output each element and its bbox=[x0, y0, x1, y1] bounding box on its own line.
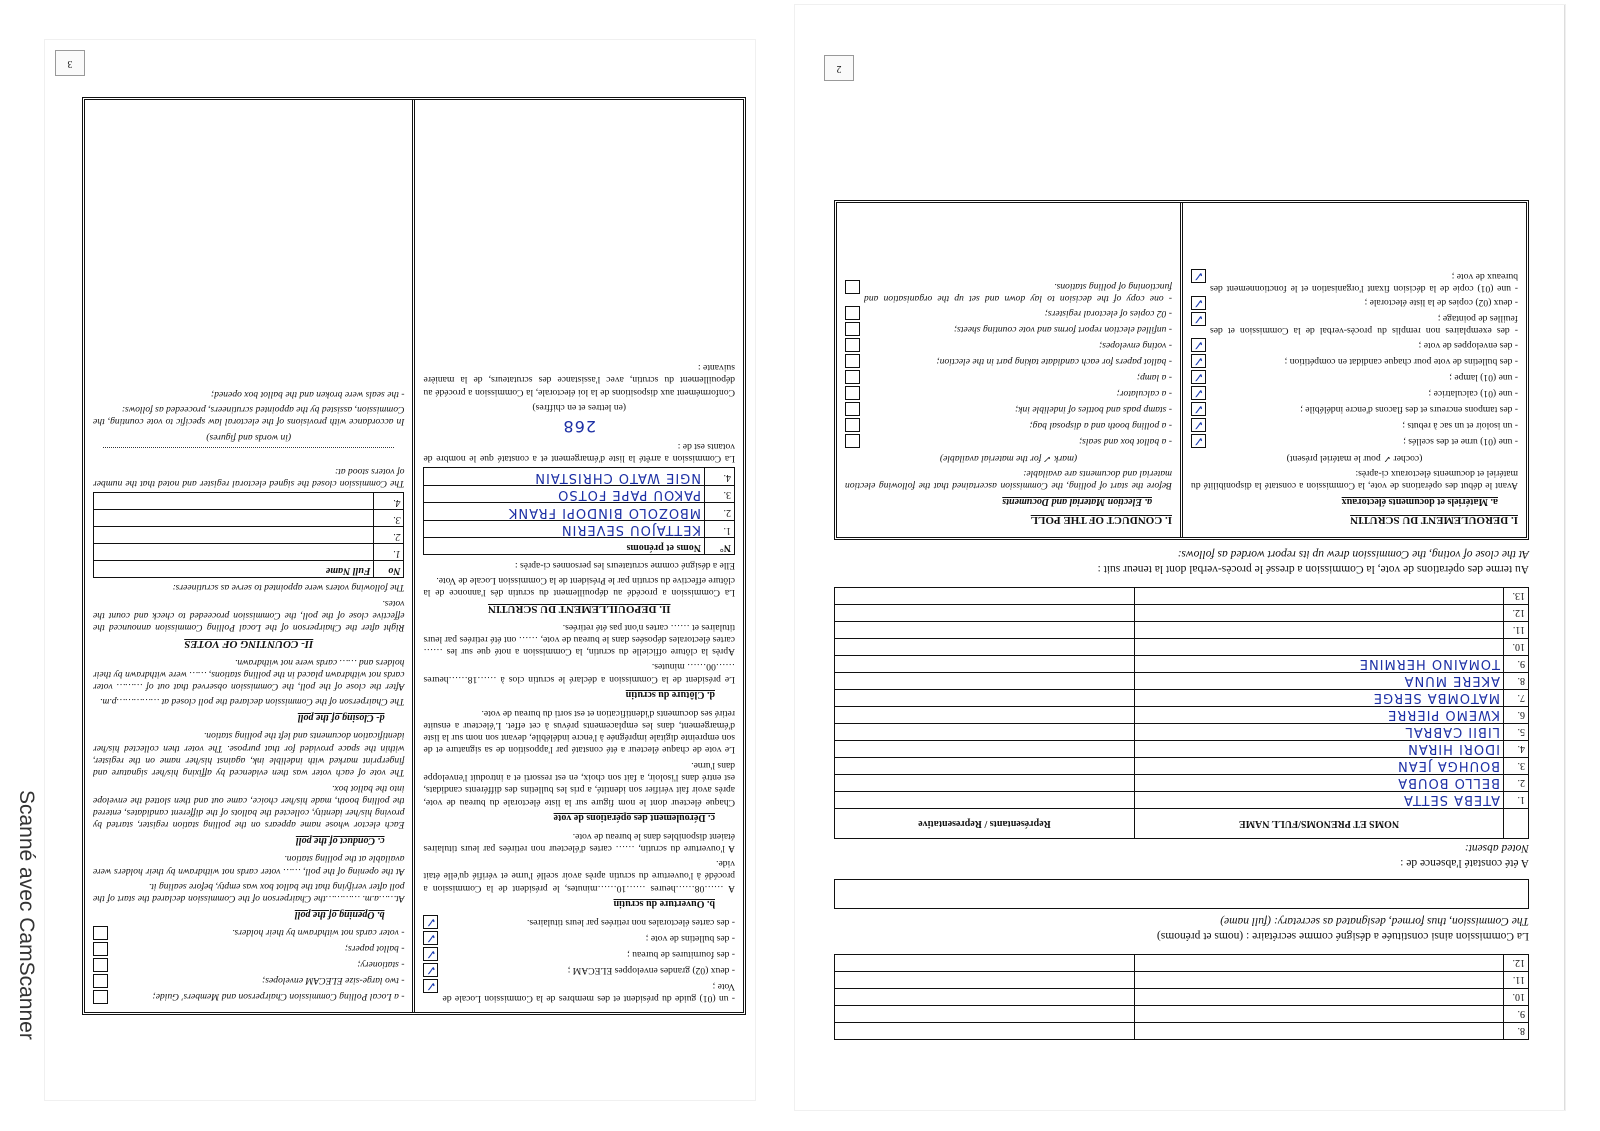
checkbox-checked[interactable]: ✓ bbox=[424, 947, 439, 961]
name-cell bbox=[1135, 588, 1504, 605]
voters-line bbox=[103, 447, 395, 461]
checklist-label: - stamp pads and bottles of indelible ink; bbox=[1015, 403, 1172, 415]
checklist-item bbox=[1191, 386, 1518, 400]
name-cell bbox=[1135, 1023, 1504, 1040]
paragraph: Right after the Chairperson of the Local Polling Commission announced the effective close of the poll, the Commission proceeded to check and count the votes. bbox=[93, 597, 405, 634]
page-2-content bbox=[834, 200, 1529, 1040]
paragraph: Le président de la Commission a déclaré le scrutin clos à ……18……heures ……00…… minutes. bbox=[423, 661, 735, 685]
col-header: Noms et prénoms bbox=[424, 538, 705, 555]
table-row bbox=[94, 493, 405, 510]
checkbox[interactable] bbox=[93, 990, 108, 1004]
representative-cell bbox=[835, 758, 1135, 775]
checklist-label: - un (01) guide du président et des membres de la Commission Locale de Vote ; bbox=[442, 980, 735, 1004]
table-row bbox=[424, 467, 735, 485]
checkbox-checked[interactable]: ✓ bbox=[424, 963, 439, 977]
checkbox-checked[interactable]: ✓ bbox=[1191, 338, 1206, 352]
checklist-item bbox=[1191, 354, 1518, 368]
checklist-label: - des exemplaires non remplis du procès-verbal de la Commission et des feuilles de pointage ; bbox=[1210, 313, 1518, 337]
french-column bbox=[1183, 203, 1526, 537]
checklist-en bbox=[845, 280, 1172, 449]
col-header: N° bbox=[705, 538, 735, 555]
checklist-label: - unfilled election report forms and vote counting sheets; bbox=[953, 323, 1172, 335]
checklist-item bbox=[845, 402, 1172, 416]
paragraph: The vote of each voter was then evidenced by affixing his/her signature and fingerprint marked with indelible ink, against his/her name on the register, within the space provided for that purpose. The voter then collected his/her identification documents and left the polling station. bbox=[93, 730, 405, 779]
table-row bbox=[835, 622, 1529, 639]
checkbox-checked[interactable]: ✓ bbox=[1191, 370, 1206, 384]
checklist-item bbox=[93, 974, 405, 988]
table-row bbox=[835, 955, 1529, 972]
representative-cell bbox=[835, 707, 1135, 724]
checklist-item bbox=[93, 958, 405, 972]
name-cell bbox=[1135, 639, 1504, 656]
table-row bbox=[835, 707, 1529, 724]
checklist-item bbox=[1191, 338, 1518, 352]
paragraph: The Chairperson of the Commission declared the poll closed at ……………p.m. bbox=[99, 696, 405, 708]
camscanner-watermark: Scanné avec CamScanner bbox=[15, 790, 38, 1040]
name-cell: TOMAINO HERMINE bbox=[1135, 656, 1504, 673]
representative-cell bbox=[835, 792, 1135, 809]
checkbox-checked[interactable]: ✓ bbox=[424, 979, 439, 993]
row-number: 11. bbox=[1504, 622, 1529, 639]
paragraph: Conformément aux dispositions de la loi électorale, la Commission a procédé au dépouillement du scrutin, avec l'assistance des scrutateurs, de la manière suivante : bbox=[423, 362, 735, 398]
page-2 bbox=[795, 5, 1565, 1110]
checkbox-checked[interactable]: ✓ bbox=[1191, 296, 1206, 310]
representative-cell bbox=[835, 989, 1135, 1006]
checkbox[interactable] bbox=[845, 418, 860, 432]
paragraph: La Commission a arrêté la liste d'émargement et a constaté que le nombre de votants est de : bbox=[423, 440, 735, 464]
english-column bbox=[837, 203, 1183, 537]
name-cell: BELLO BOUBA bbox=[1135, 775, 1504, 792]
checklist-item bbox=[1191, 418, 1518, 432]
checkbox[interactable] bbox=[845, 306, 860, 320]
representative-cell bbox=[835, 972, 1135, 989]
checklist-label: - une (01) lampe ; bbox=[1449, 371, 1518, 383]
page-3 bbox=[45, 40, 755, 1100]
row-number: 2. bbox=[1504, 775, 1529, 792]
representative-cell bbox=[835, 690, 1135, 707]
checklist-label: - one copy of the decision to lay down and set up the organisation and functioning of polling stations. bbox=[864, 281, 1172, 305]
checkbox[interactable] bbox=[93, 974, 108, 988]
page-number: 2 bbox=[824, 55, 854, 81]
checklist-label: - a calculator; bbox=[1116, 387, 1172, 399]
name-cell bbox=[1135, 989, 1504, 1006]
table-row bbox=[835, 656, 1529, 673]
table-row bbox=[835, 972, 1529, 989]
checklist-item bbox=[93, 942, 405, 956]
checkbox-checked[interactable]: ✓ bbox=[1191, 354, 1206, 368]
report-intro-en: At the close of voting, the Commission drew up its report worded as follows: bbox=[1177, 548, 1529, 560]
checklist-item bbox=[424, 979, 736, 1004]
row-number: 2. bbox=[705, 503, 735, 521]
page-3-frame bbox=[82, 97, 746, 1015]
checklist-item bbox=[93, 990, 405, 1004]
checklist-label: - a Local Polling Commission Chairperson and Members' Guide; bbox=[152, 991, 405, 1003]
french-column bbox=[416, 100, 744, 1012]
checklist-item bbox=[93, 926, 405, 940]
table-row bbox=[835, 758, 1529, 775]
row-number: 8. bbox=[1504, 1023, 1529, 1040]
checklist-item bbox=[1191, 434, 1518, 448]
table-row bbox=[835, 1023, 1529, 1040]
table-row bbox=[835, 673, 1529, 690]
checkbox[interactable] bbox=[845, 354, 860, 368]
name-cell: BOUHGA JEAN bbox=[1135, 758, 1504, 775]
row-number: 10. bbox=[1504, 639, 1529, 656]
paragraph: Chaque électeur dont le nom figure sur la liste électorale du bureau de vote, après avoir fait vérifier son identité, a pris les bulletins des différents candidats, est entré dans l'isoloir, a fait son choix, en est ressorti et a introduit l'enveloppe dans l'urne. bbox=[423, 759, 735, 808]
checklist-label: - deux (02) copies de la liste électorale ; bbox=[1364, 297, 1518, 309]
absent-label-fr: A été constaté l'absence de : bbox=[1400, 857, 1529, 869]
paragraph: - the seals were broken and the ballot box opened; bbox=[210, 388, 405, 400]
checkbox-checked[interactable]: ✓ bbox=[1191, 269, 1206, 283]
paragraph: La Commission a procédé au dépouillement du scrutin dès l'annonce de la clôture effective du scrutin par le Président de la Commission Locale de Vote. bbox=[423, 574, 735, 599]
checkbox[interactable] bbox=[93, 958, 108, 972]
checklist-label: - des cartes électorales non retirées par leurs titulaires. bbox=[526, 916, 735, 928]
table-row bbox=[94, 544, 405, 561]
checklist-label: - une (01) urne et des scellés ; bbox=[1403, 435, 1518, 447]
checklist-item bbox=[845, 306, 1172, 320]
checklist-en bbox=[93, 926, 405, 1004]
checkbox-checked[interactable]: ✓ bbox=[424, 915, 439, 929]
checklist-label: - des fournitures de bureau ; bbox=[627, 948, 735, 960]
section-title: I. DEROULEMENT DU SCRUTIN bbox=[1350, 514, 1518, 526]
checklist-label: - deux (02) grandes enveloppes ELECAM ; bbox=[567, 964, 735, 976]
checkbox-checked[interactable]: ✓ bbox=[1191, 434, 1206, 448]
checkbox[interactable] bbox=[845, 386, 860, 400]
checklist-item bbox=[845, 280, 1172, 305]
paragraph: Before the start of polling, the Commission ascertained that the following election material and documents are available: bbox=[845, 467, 1172, 492]
name-cell: NGIE WATO CHRISTAIN bbox=[424, 467, 705, 485]
row-number: 4. bbox=[1504, 741, 1529, 758]
checklist-label: - voting envelopes; bbox=[1099, 339, 1172, 351]
table-row bbox=[835, 605, 1529, 622]
name-cell: AKERE MUNA bbox=[1135, 673, 1504, 690]
checklist-label: - des tampons encreurs et des flacons d'encre indélébile ; bbox=[1300, 403, 1518, 415]
checklist-item bbox=[424, 947, 736, 961]
checkbox[interactable] bbox=[845, 322, 860, 336]
table-row bbox=[424, 503, 735, 521]
col-header: No bbox=[374, 561, 404, 578]
checklist-item bbox=[845, 354, 1172, 368]
secretary-field bbox=[834, 879, 1529, 909]
representative-cell bbox=[835, 588, 1135, 605]
checklist-item bbox=[424, 931, 736, 945]
row-number: 8. bbox=[1504, 673, 1529, 690]
paragraph: In accordance with provisions of the electoral law specific to vote counting, the Commission, assisted by the appointed scrutineers, proceeded as follows: bbox=[93, 404, 405, 428]
checkbox[interactable] bbox=[845, 370, 860, 384]
paragraph: The following voters were appointed to serve as scrutineers: bbox=[172, 582, 405, 594]
note: (mark ✓ for the material available) bbox=[939, 452, 1078, 464]
table-row bbox=[835, 639, 1529, 656]
row-number: 9. bbox=[1504, 656, 1529, 673]
paragraph: Each elector whose name appears on the polling station register, started by proving his/her identity, collected the ballots of the different candidates, entered the polling booth, made his/her choice, came out and then slotted the envelope into the ballot box. bbox=[93, 782, 405, 831]
row-number: 11. bbox=[1504, 972, 1529, 989]
secretary-label-fr: La Commission ainsi constituée a désigné comme secrétaire : (noms et prénoms) bbox=[1156, 930, 1529, 942]
checklist-label: - a lamp; bbox=[1136, 371, 1172, 383]
checklist-label: - two large-size ELECAM envelopes; bbox=[262, 975, 405, 987]
checklist-fr bbox=[424, 915, 736, 1004]
table-row bbox=[835, 775, 1529, 792]
checkbox[interactable] bbox=[93, 926, 108, 940]
checklist-label: - voter cards not withdrawn by their holders. bbox=[232, 927, 405, 939]
note: (in words and figures) bbox=[206, 431, 292, 443]
checklist-item bbox=[845, 370, 1172, 384]
checklist-item bbox=[845, 434, 1172, 448]
checklist-label: - stationery; bbox=[357, 959, 405, 971]
checklist-item bbox=[845, 386, 1172, 400]
name-cell: ATEBA SETTA bbox=[1135, 792, 1504, 809]
section-heading: d- Closing of the poll bbox=[297, 712, 385, 724]
checklist-item bbox=[1191, 269, 1518, 294]
conduct-frame bbox=[834, 200, 1529, 540]
paragraph: A ……08……heures ……10……minutes, le président de la Commission a procédé à l'ouverture du scrutin après avoir scellé l'urne et vérifié qu'elle était vide. bbox=[423, 858, 735, 894]
name-cell: MBOZOLO BINDOPI FRANK bbox=[424, 503, 705, 521]
report-intro-fr: Au terme des opérations de vote, la Commission a dressé le procès-verbal dont la teneur suit : bbox=[1097, 563, 1529, 575]
row-number: 3. bbox=[374, 510, 404, 527]
absent-label-en: Noted absent: bbox=[1464, 842, 1529, 854]
checklist-label: - ballot papers for each candidate taking part in the election; bbox=[936, 355, 1172, 367]
paragraph: Le vote de chaque électeur a été constaté par l'apposition de sa signature et de son empreinte digitale imprégnée à l'encre indélébile, devant son nom sur la liste d'émargement, dans les emplacements prévus à cet effet. L'électeur a ensuite retiré ses documents d'identification et est sorti du bureau de vote. bbox=[423, 707, 735, 756]
table-row bbox=[835, 724, 1529, 741]
checklist-label: - une (01) calculatrice ; bbox=[1428, 387, 1518, 399]
row-number: 6. bbox=[1504, 707, 1529, 724]
paragraph: A l'ouverture du scrutin, …… cartes d'électeur non retirées par leurs titulaires étaient disponibles dans le bureau de vote. bbox=[423, 830, 735, 854]
name-cell bbox=[1135, 972, 1504, 989]
section-heading: d. Clôture du scrutin bbox=[625, 689, 715, 701]
table-row bbox=[424, 485, 735, 503]
checkbox[interactable] bbox=[845, 280, 860, 294]
checklist-item bbox=[424, 915, 736, 929]
name-cell bbox=[1135, 1006, 1504, 1023]
representative-cell bbox=[835, 775, 1135, 792]
checklist-label: - des bulletins de vote ; bbox=[645, 932, 735, 944]
checklist-label: - ballot papers; bbox=[344, 943, 405, 955]
representative-cell bbox=[835, 605, 1135, 622]
checkbox-checked[interactable]: ✓ bbox=[1191, 418, 1206, 432]
representative-cell bbox=[835, 656, 1135, 673]
checklist-label: - 02 copies of electoral registers; bbox=[1044, 307, 1172, 319]
note: (en lettres et en chiffres) bbox=[532, 401, 627, 413]
table-row bbox=[835, 741, 1529, 758]
members-table-continued bbox=[834, 954, 1529, 1040]
paragraph: At the opening of the poll, …… voter cards not withdrawn by their holders were available at the polling station. bbox=[93, 853, 405, 877]
checklist-item bbox=[1191, 296, 1518, 310]
row-number: 1. bbox=[374, 544, 404, 561]
paragraph: The Commission closed the signed electoral register and noted that the number of voters stood at: bbox=[93, 465, 405, 490]
row-number: 2. bbox=[374, 527, 404, 544]
secretary-label-en: The Commission, thus formed, designated as secretary: (full name) bbox=[1220, 915, 1529, 927]
paragraph: At……a.m. …………the Chairperson of the Commission declared the start of the poll after verifying that the ballot box was empty, before sealing it. bbox=[93, 880, 405, 905]
checklist-item bbox=[1191, 370, 1518, 384]
table-row bbox=[835, 1006, 1529, 1023]
table-row bbox=[94, 510, 405, 527]
name-cell bbox=[1135, 605, 1504, 622]
checklist-label: - une (01) copie de la décision fixant l'organisation et le fonctionnement des bureaux de vote ; bbox=[1210, 270, 1518, 294]
name-cell bbox=[94, 544, 375, 561]
representative-cell bbox=[835, 741, 1135, 758]
name-cell bbox=[94, 493, 375, 510]
page-number: 3 bbox=[55, 50, 85, 76]
scrutineers-table-en bbox=[93, 492, 405, 578]
paragraph: After the close of the poll, the Commission observed that out of ……… voter cards not withdrawn placed in the polling stations, …… were withdrawn by their holders and …… cards were not withdrawn. bbox=[93, 656, 405, 693]
table-row bbox=[835, 989, 1529, 1006]
note: (cocher ✓ pour le matériel présent) bbox=[1286, 452, 1423, 464]
row-number: 7. bbox=[1504, 690, 1529, 707]
row-number: 3. bbox=[705, 485, 735, 503]
section-heading: b. Ouverture du scrutin bbox=[613, 898, 715, 910]
scrutineers-table-fr bbox=[424, 467, 736, 556]
checklist-label: - a polling booth and a disposal bag; bbox=[1029, 419, 1172, 431]
representative-cell bbox=[835, 1006, 1135, 1023]
checkbox-checked[interactable]: ✓ bbox=[424, 931, 439, 945]
table-row bbox=[835, 690, 1529, 707]
checklist-label: - des enveloppes de vote ; bbox=[1418, 339, 1518, 351]
paragraph: Elle a désigné comme scrutateurs les personnes ci-après : bbox=[514, 559, 735, 571]
voters-count: 268 bbox=[562, 417, 597, 437]
name-cell: MATOMBA SERGE bbox=[1135, 690, 1504, 707]
name-cell: KWEMO PIERRE bbox=[1135, 707, 1504, 724]
representative-cell bbox=[835, 1023, 1135, 1040]
row-number: 3. bbox=[1504, 758, 1529, 775]
row-number: 1. bbox=[705, 520, 735, 538]
checklist-item bbox=[424, 963, 736, 977]
name-cell: PAKOU PAPE FOTSO bbox=[424, 485, 705, 503]
section-title: I. CONDUCT OF THE POLL bbox=[1030, 514, 1172, 526]
checkbox[interactable] bbox=[845, 402, 860, 416]
section-heading: b. Opening of the poll bbox=[294, 909, 385, 920]
checklist-item bbox=[845, 418, 1172, 432]
checklist-fr bbox=[1191, 269, 1518, 448]
representative-cell bbox=[835, 724, 1135, 741]
checklist-label: - des bulletins de vote pour chaque candidat en compétition ; bbox=[1284, 355, 1518, 367]
table-row bbox=[835, 792, 1529, 809]
paragraph: Après la clôture officielle du scrutin, la Commission a noté que sur les …… cartes électorales déposées dans le bureau de vote, …… ont été retirées par leurs titulaires et …… cartes n'ont pas été retirées. bbox=[423, 621, 735, 658]
table-row bbox=[835, 588, 1529, 605]
section-heading: c. Conduct of the poll bbox=[295, 835, 385, 847]
row-number: 4. bbox=[374, 493, 404, 510]
checkbox-checked[interactable]: ✓ bbox=[1191, 386, 1206, 400]
paragraph: Avant le début des opérations de vote, la Commission a constaté la disponibilité du matériel et documents électoraux ci-après: bbox=[1191, 467, 1518, 492]
col-header: Full Name bbox=[94, 561, 375, 578]
name-cell bbox=[94, 510, 375, 527]
name-cell bbox=[1135, 622, 1504, 639]
representative-cell bbox=[835, 639, 1135, 656]
checklist-item bbox=[1191, 402, 1518, 416]
name-cell bbox=[94, 527, 375, 544]
checklist-item bbox=[845, 322, 1172, 336]
section-title: II- COUNTING OF VOTES bbox=[184, 638, 314, 651]
row-number: 13. bbox=[1504, 588, 1529, 605]
section-heading: a. Election Material and Documents bbox=[1002, 495, 1152, 507]
representative-cell bbox=[835, 955, 1135, 972]
row-number: 10. bbox=[1504, 989, 1529, 1006]
name-cell: IDORI HIRAN bbox=[1135, 741, 1504, 758]
row-number: 12. bbox=[1504, 605, 1529, 622]
row-number: 1. bbox=[1504, 792, 1529, 809]
checkbox[interactable] bbox=[845, 338, 860, 352]
section-title: II. DEPOUILLEMENT DU SCRUTIN bbox=[487, 603, 671, 616]
section-heading: c. Déroulement des opérations de vote bbox=[553, 812, 715, 824]
checkbox[interactable] bbox=[93, 942, 108, 956]
col-header: Représentants / Representative bbox=[835, 809, 1135, 839]
row-number: 9. bbox=[1504, 1006, 1529, 1023]
checklist-label: - a ballot box and seals; bbox=[1079, 435, 1172, 447]
checklist-item bbox=[845, 338, 1172, 352]
absent-representatives-table bbox=[834, 587, 1529, 839]
section-heading: a. Matériels et documents électoraux bbox=[1341, 495, 1498, 507]
name-cell: LIBII CABRAL bbox=[1135, 724, 1504, 741]
checkbox-checked[interactable]: ✓ bbox=[1191, 312, 1206, 326]
checkbox-checked[interactable]: ✓ bbox=[1191, 402, 1206, 416]
representative-cell bbox=[835, 622, 1135, 639]
row-number: 12. bbox=[1504, 955, 1529, 972]
col-header: NOMS ET PRENOMS/FULL NAME bbox=[1135, 809, 1504, 839]
table-row bbox=[94, 527, 405, 544]
row-number: 5. bbox=[1504, 724, 1529, 741]
row-number: 4. bbox=[705, 467, 735, 485]
checklist-label: - un isoloir et un sac à rebuts ; bbox=[1402, 419, 1518, 431]
table-row bbox=[424, 520, 735, 538]
checkbox[interactable] bbox=[845, 434, 860, 448]
english-column bbox=[85, 100, 416, 1012]
checklist-item bbox=[1191, 312, 1518, 337]
representative-cell bbox=[835, 673, 1135, 690]
name-cell bbox=[1135, 955, 1504, 972]
name-cell: KETTAJOU SEVERIN bbox=[424, 520, 705, 538]
